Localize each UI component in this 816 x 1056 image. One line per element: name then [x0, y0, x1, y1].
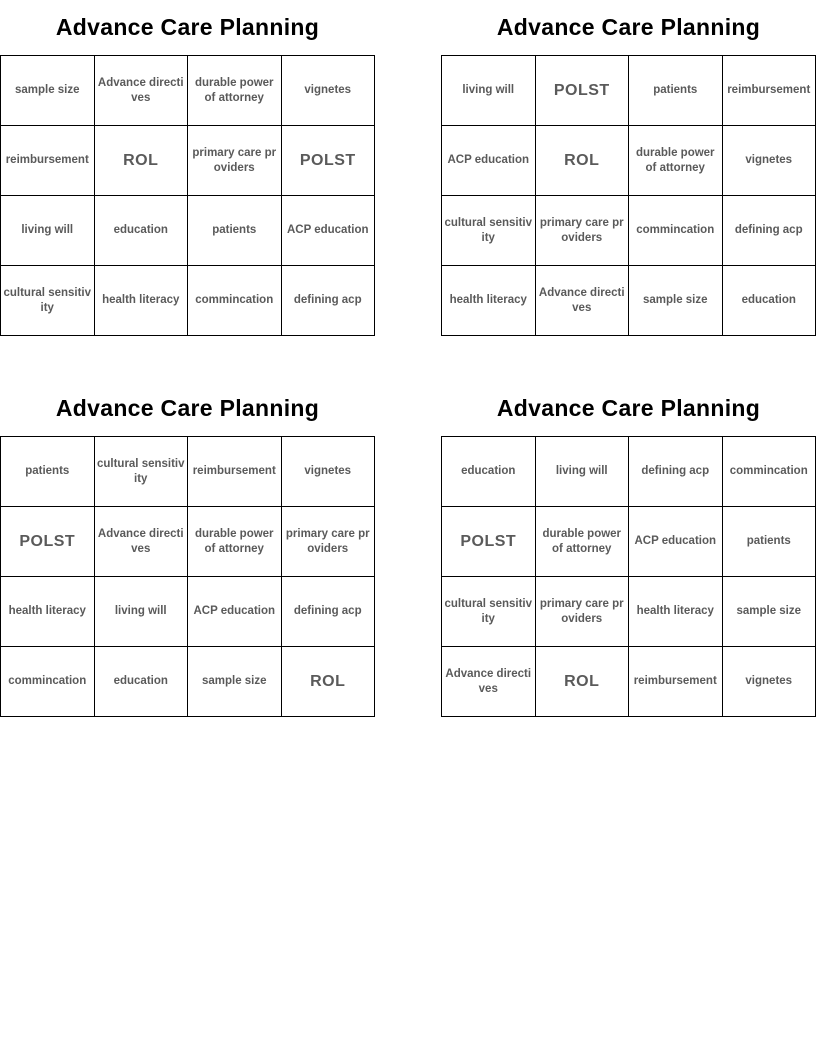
- bingo-card-1: [0, 0, 375, 336]
- bingo-cell: reimbursement: [629, 647, 723, 717]
- bingo-cell: living will: [536, 437, 630, 507]
- bingo-cell: health literacy: [629, 577, 723, 647]
- bingo-cell: commincation: [723, 437, 816, 507]
- bingo-cell: sample size: [188, 647, 282, 717]
- bingo-cell: ACP education: [188, 577, 282, 647]
- card-title: Advance Care Planning: [55, 14, 320, 40]
- bingo-cell: cultural sensitivity: [95, 437, 189, 507]
- bingo-cell: vignetes: [723, 647, 816, 717]
- bingo-cell: commincation: [1, 647, 95, 717]
- bingo-cell: vignetes: [282, 56, 376, 126]
- bingo-cell: primary care providers: [536, 196, 630, 266]
- card-title: Advance Care Planning: [496, 395, 761, 421]
- bingo-cell: vignetes: [282, 437, 376, 507]
- bingo-cell: living will: [442, 56, 536, 126]
- bingo-cell: vignetes: [723, 126, 816, 196]
- bingo-cell: ROL: [536, 647, 630, 717]
- bingo-cell: living will: [1, 196, 95, 266]
- bingo-cell: POLST: [1, 507, 95, 577]
- bingo-cell: cultural sensitivity: [442, 577, 536, 647]
- bingo-card-2: [441, 0, 816, 336]
- bingo-cell: defining acp: [282, 577, 376, 647]
- bingo-cell: reimbursement: [188, 437, 282, 507]
- bingo-cell: sample size: [1, 56, 95, 126]
- bingo-cell: cultural sensitivity: [442, 196, 536, 266]
- bingo-cell: education: [95, 196, 189, 266]
- bingo-cell: ROL: [95, 126, 189, 196]
- bingo-cell: patients: [188, 196, 282, 266]
- bingo-cell: durable power of attorney: [536, 507, 630, 577]
- bingo-grid: [441, 55, 816, 336]
- bingo-grid: [0, 55, 375, 336]
- bingo-cell: primary care providers: [188, 126, 282, 196]
- bingo-cell: primary care providers: [536, 577, 630, 647]
- bingo-cell: living will: [95, 577, 189, 647]
- bingo-cell: patients: [1, 437, 95, 507]
- bingo-cell: sample size: [629, 266, 723, 336]
- bingo-card-4: [441, 381, 816, 717]
- bingo-cell: patients: [629, 56, 723, 126]
- bingo-cell: education: [442, 437, 536, 507]
- card-title: Advance Care Planning: [55, 395, 320, 421]
- bingo-cell: ACP education: [442, 126, 536, 196]
- bingo-cell: health literacy: [442, 266, 536, 336]
- bingo-grid: [441, 436, 816, 717]
- bingo-cell: commincation: [629, 196, 723, 266]
- bingo-card-3: [0, 381, 375, 717]
- bingo-cell: reimbursement: [723, 56, 816, 126]
- bingo-cell: patients: [723, 507, 816, 577]
- bingo-cell: POLST: [442, 507, 536, 577]
- bingo-cell: primary care providers: [282, 507, 376, 577]
- bingo-cell: Advance directives: [442, 647, 536, 717]
- bingo-cell: defining acp: [723, 196, 816, 266]
- bingo-cell: Advance directives: [95, 56, 189, 126]
- bingo-cell: defining acp: [629, 437, 723, 507]
- bingo-cell: Advance directives: [95, 507, 189, 577]
- bingo-cell: cultural sensitivity: [1, 266, 95, 336]
- bingo-cell: reimbursement: [1, 126, 95, 196]
- bingo-cell: ACP education: [282, 196, 376, 266]
- bingo-grid: [0, 436, 375, 717]
- bingo-cell: defining acp: [282, 266, 376, 336]
- bingo-cell: health literacy: [1, 577, 95, 647]
- bingo-cell: POLST: [536, 56, 630, 126]
- bingo-cell: education: [95, 647, 189, 717]
- bingo-cell: health literacy: [95, 266, 189, 336]
- bingo-cell: POLST: [282, 126, 376, 196]
- bingo-cell: durable power of attorney: [188, 507, 282, 577]
- bingo-cell: commincation: [188, 266, 282, 336]
- bingo-cell: Advance directives: [536, 266, 630, 336]
- bingo-cell: durable power of attorney: [629, 126, 723, 196]
- bingo-cell: sample size: [723, 577, 816, 647]
- bingo-cell: ACP education: [629, 507, 723, 577]
- bingo-cell: education: [723, 266, 816, 336]
- bingo-cell: ROL: [536, 126, 630, 196]
- bingo-cell: durable power of attorney: [188, 56, 282, 126]
- card-title: Advance Care Planning: [496, 14, 761, 40]
- bingo-cell: ROL: [282, 647, 376, 717]
